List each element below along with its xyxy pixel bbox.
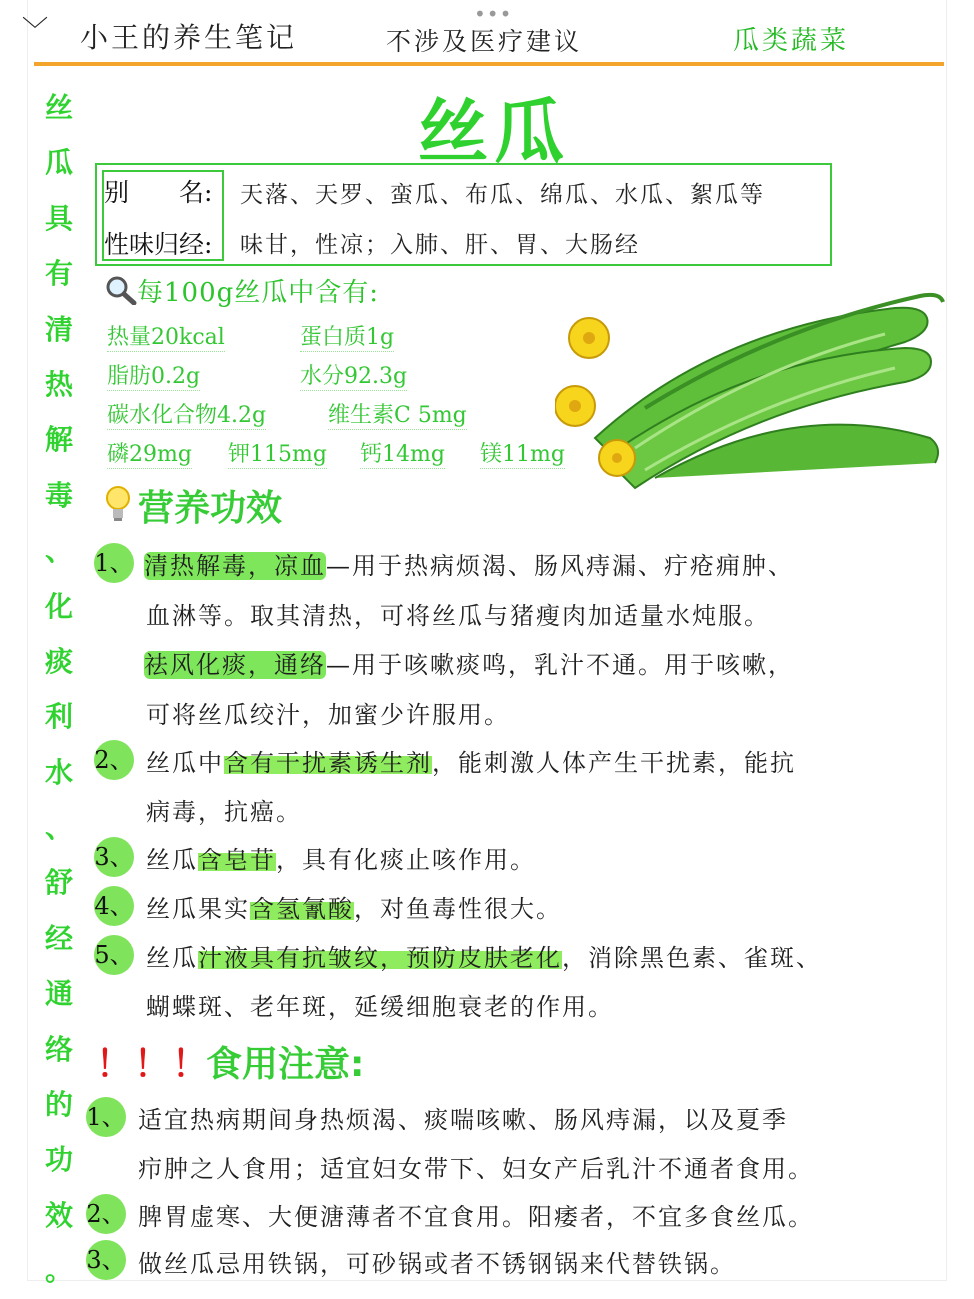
side-char: 热	[44, 367, 73, 401]
effect-2-line-1: 丝瓜中含有干扰素诱生剂，能刺激人体产生干扰素，能抗	[146, 749, 796, 777]
note-3-line-1: 做丝瓜忌用铁锅，可砂锅或者不锈钢锅来代替铁锅。	[138, 1250, 736, 1278]
side-char: 舒	[44, 866, 73, 900]
effect-5-line-2: 蝴蝶斑、老年斑，延缓细胞衰老的作用。	[146, 993, 614, 1021]
taste-label: 性味归经:	[104, 230, 213, 259]
nutrition-item: 热量20kcal	[107, 320, 225, 352]
nutrition-item: 蛋白质1g	[300, 320, 394, 352]
note-number: 3、	[86, 1240, 126, 1280]
note-1-line-1: 适宜热病期间身热烦渴、痰喘咳嗽、肠风痔漏，以及夏季	[138, 1106, 788, 1134]
effects-heading: 营养功效	[138, 488, 283, 529]
alert-mark: ！	[172, 1044, 209, 1085]
highlight-text: 含皂苷	[198, 846, 276, 874]
header-divider	[34, 62, 944, 66]
highlight-text: 汁液具有抗皱纹，预防皮肤老化	[198, 944, 562, 972]
side-char: 瓜	[44, 146, 73, 180]
side-char: 丝	[44, 91, 73, 124]
effect-1-line-2: 血淋等。取其清热，可将丝瓜与猪瘦肉加适量水炖服。	[146, 602, 770, 630]
side-char: 痰	[44, 644, 73, 678]
note-2-line-1: 脾胃虚寒、大便溏薄者不宜食用。阳痿者，不宜多食丝瓜。	[138, 1203, 814, 1231]
nutrition-item: 水分92.3g	[300, 359, 407, 391]
alias-label: 别 名:	[104, 178, 213, 207]
highlight-text: 含有干扰素诱生剂	[224, 749, 432, 777]
side-char: 水	[44, 755, 73, 789]
alert-mark: ！	[134, 1044, 171, 1085]
side-char: 利	[44, 700, 73, 734]
note-number: 2、	[86, 1194, 126, 1234]
side-char: 有	[44, 257, 73, 291]
side-char: 清	[44, 312, 73, 346]
effect-3-line-1: 丝瓜含皂苷，具有化痰止咳作用。	[146, 846, 536, 874]
disclaimer-text: 不涉及医疗建议	[386, 27, 583, 56]
effect-number: 2、	[94, 740, 134, 780]
side-char: 化	[44, 589, 73, 623]
note-1-line-2: 疖肿之人食用；适宜妇女带下、妇女产后乳汁不通者食用。	[138, 1155, 814, 1183]
nutrition-item: 镁11mg	[480, 437, 565, 469]
side-char: 的	[44, 1088, 73, 1122]
nutrition-item: 碳水化合物4.2g	[107, 398, 266, 430]
effect-1-line-3: 祛风化痰，通络—用于咳嗽痰鸣，乳汁不通。用于咳嗽，	[144, 651, 794, 679]
effect-number: 5、	[94, 935, 134, 975]
side-char: 经	[44, 921, 73, 955]
side-char: 、	[44, 534, 73, 568]
more-dots-icon[interactable]: •••	[474, 2, 513, 26]
nutrition-item: 钾115mg	[228, 437, 327, 469]
nutrition-item: 脂肪0.2g	[107, 359, 200, 391]
effect-number: 4、	[94, 886, 134, 926]
lightbulb-icon	[104, 484, 132, 524]
luffa-illustration	[555, 288, 947, 496]
chevron-down-icon[interactable]: ﹀	[22, 16, 49, 46]
effect-4-line-1: 丝瓜果实含氢氰酸，对鱼毒性很大。	[146, 895, 562, 923]
nutrition-heading: 每100g丝瓜中含有:	[105, 272, 379, 312]
category-tag: 瓜类蔬菜	[733, 26, 850, 56]
highlight-text: 清热解毒，凉血	[144, 552, 326, 580]
side-vertical-text	[44, 80, 74, 1299]
side-char: 功	[44, 1143, 73, 1177]
side-char: 毒	[44, 478, 73, 512]
side-char: 络	[44, 1032, 73, 1066]
author-name: 小王的养生笔记	[80, 21, 298, 54]
effect-5-line-1: 丝瓜汁液具有抗皱纹，预防皮肤老化，消除黑色素、雀斑、	[146, 944, 822, 972]
alias-value: 天落、天罗、蛮瓜、布瓜、绵瓜、水瓜、絮瓜等	[240, 182, 765, 208]
effect-number: 3、	[94, 837, 134, 877]
page-title: 丝瓜	[418, 91, 570, 173]
nutrition-item: 钙14mg	[360, 437, 445, 469]
side-char: 。	[44, 1254, 73, 1288]
effect-1-line-1: 清热解毒，凉血—用于热病烦渴、肠风痔漏、疔疮痈肿、	[144, 552, 794, 580]
side-char: 解	[44, 423, 73, 457]
magnifier-icon	[105, 275, 137, 312]
note-number: 1、	[86, 1097, 126, 1137]
side-char: 效	[44, 1198, 73, 1232]
notes-heading: 食用注意:	[206, 1044, 365, 1085]
side-char: 、	[44, 811, 73, 845]
side-char: 通	[44, 977, 73, 1011]
effect-1-line-4: 可将丝瓜绞汁，加蜜少许服用。	[146, 701, 510, 729]
taste-value: 味甘，性凉；入肺、肝、胃、大肠经	[240, 232, 640, 258]
nutrition-item: 磷29mg	[107, 437, 192, 469]
side-char: 具	[44, 201, 73, 235]
highlight-text: 祛风化痰，通络	[144, 651, 326, 679]
effect-2-line-2: 病毒，抗癌。	[146, 798, 302, 826]
alert-mark: ！	[96, 1044, 133, 1085]
nutrition-item: 维生素C 5mg	[328, 398, 467, 430]
effect-number: 1、	[94, 543, 134, 583]
highlight-text: 含氢氰酸	[250, 895, 354, 923]
